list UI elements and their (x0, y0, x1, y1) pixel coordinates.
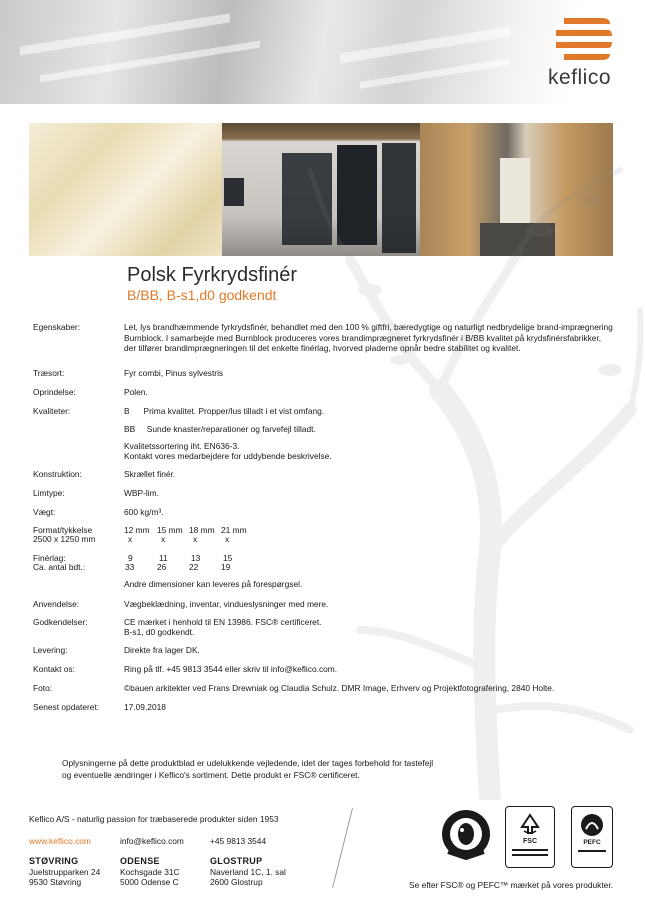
format-label: Format/tykkelse (33, 525, 93, 535)
spec-value-photo: ©bauen arkitekter ved Frans Drewniak og Claudia Schulz. DMR Image, Erhverv og Projektfotografering, 2840 Holte. (124, 683, 555, 693)
spec-value-wood: Fyr combi, Pinus sylvestris (124, 368, 224, 378)
fsc-label: FSC (523, 838, 537, 845)
office-odense-city: ODENSE (120, 856, 160, 866)
size-x-3: x (193, 534, 198, 544)
office-stovring-zip: 9530 Støvring (29, 877, 82, 887)
pefc-label: PEFC (583, 839, 601, 846)
count-label: Ca. antal bdt.: (33, 562, 86, 572)
plies-18: 13 (191, 553, 201, 563)
spec-value-origin: Polen. (124, 387, 148, 397)
count-12: 33 (125, 562, 135, 572)
thickness-18: 18 mm (189, 525, 215, 535)
plies-12: 9 (128, 553, 133, 563)
plies-21: 15 (223, 553, 233, 563)
keflico-logo-icon (552, 14, 614, 64)
footer-phone: +45 9813 3544 (210, 836, 267, 846)
footer-email-link[interactable]: info@keflico.com (120, 836, 184, 846)
footer-website-link[interactable]: www.keflico.com (29, 836, 91, 846)
disclaimer-line-2: og eventuelle ændringer i Keflico's sortiment. Dette produkt er FSC® certificeret. (62, 770, 360, 780)
spec-label-updated: Senest opdateret: (33, 702, 100, 712)
size-x-1: x (128, 534, 133, 544)
spec-value-fire-class: B-s1, d0 godkendt. (124, 627, 195, 637)
office-glostrup-zip: 2600 Glostrup (210, 877, 263, 887)
fsc-line (512, 849, 548, 851)
footer-tagline: Keflico A/S - naturlig passion for træbaserede produkter siden 1953 (29, 814, 279, 824)
product-title: Polsk Fyrkrydsfinér (127, 264, 298, 286)
thickness-15: 15 mm (157, 525, 183, 535)
size-x-4: x (225, 534, 230, 544)
spec-value-contact[interactable]: Ring på tlf. +45 9813 3544 eller skriv til info@keflico.com. (124, 664, 338, 674)
thickness-21: 21 mm (221, 525, 247, 535)
product-subtitle: B/BB, B-s1,d0 godkendt (127, 287, 277, 303)
spec-label-contact: Kontakt os: (33, 664, 75, 674)
spec-value-usage: Vægbeklædning, inventar, vindueslysninger med mere. (124, 599, 329, 609)
count-15: 26 (157, 562, 167, 572)
spec-value-contact-note: Kontakt vores medarbejdere for uddybende beskrivelse. (124, 451, 332, 461)
spec-value-approvals: CE mærket i henhold til EN 13986. FSC® certificeret. (124, 617, 322, 627)
fsc-line (512, 854, 548, 856)
size-x-2: x (161, 534, 166, 544)
plies-label: Finérlag: (33, 553, 66, 563)
spec-value-quality-bb: BB Sunde knaster/reparationer og farvefejl tilladt. (124, 424, 316, 434)
office-stovring-city: STØVRING (29, 856, 79, 866)
rainforest-alliance-certified-icon (440, 806, 492, 864)
spec-label-properties: Egenskaber: (33, 322, 81, 332)
office-odense-street: Kochsgade 31C (120, 867, 180, 877)
office-stovring-street: Juelstrupparken 24 (29, 867, 101, 877)
keflico-wordmark: keflico (548, 66, 612, 89)
spec-label-origin: Oprindelse: (33, 387, 76, 397)
spec-label-weight: Vægt: (33, 507, 56, 517)
spec-value-properties: Let, lys brandhæmmende fyrkrydsfinér, behandlet med den 100 % giftfri, bæredygtige og naturligt nedbrydelige brand-imprægnering Burnblock. I samarbejde med Burnblock produceres vores brandimprægneret fyrkrydsfinér i B/BB kvalitet på krydsfinérsfabrikker, der tilfører brandimprægneringen til det enkelte finérlag, hvorved pladerne opnår bedre stabilitet og kvalitet. (124, 322, 613, 353)
spec-label-wood: Træsort: (33, 368, 65, 378)
spec-value-updated: 17.09.2018 (124, 702, 166, 712)
fsc-logo-box (505, 806, 555, 868)
format-size: 2500 x 1250 mm (33, 534, 96, 544)
cert-note: Se efter FSC® og PEFC™ mærket på vores produkter. (409, 880, 613, 890)
spec-value-delivery: Direkte fra lager DK. (124, 645, 200, 655)
plies-15: 11 (159, 553, 168, 563)
spec-label-glue: Limtype: (33, 488, 65, 498)
spec-value-construction: Skrællet finér. (124, 469, 176, 479)
spec-value-weight: 600 kg/m³. (124, 507, 164, 517)
count-18: 22 (189, 562, 199, 572)
spec-label-construction: Konstruktion: (33, 469, 82, 479)
spec-label-qualities: Kvaliteter: (33, 406, 71, 416)
spec-label-usage: Anvendelse: (33, 599, 80, 609)
thickness-12: 12 mm (124, 525, 150, 535)
footer-divider (332, 808, 353, 888)
spec-value-sorting: Kvalitetssortering iht. EN636-3. (124, 441, 240, 451)
office-odense-zip: 5000 Odense C (120, 877, 179, 887)
disclaimer-line-1: Oplysningerne på dette produktblad er udelukkende vejledende, idet der tages forbehold for tastefejl (62, 758, 434, 768)
office-glostrup-city: GLOSTRUP (210, 856, 263, 866)
spec-label-delivery: Levering: (33, 645, 68, 655)
office-glostrup-street: Naverland 1C, 1. sal (210, 867, 286, 877)
pefc-icon (579, 813, 605, 837)
spec-value-quality-b: B Prima kvalitet. Propper/lus tilladt i et vist omfang. (124, 406, 325, 416)
plywood-surface-photo (29, 123, 222, 256)
pefc-line (578, 850, 606, 852)
pefc-logo-box (571, 806, 613, 868)
other-dimensions-note: Andre dimensioner kan leveres på forespørgsel. (124, 579, 303, 589)
count-21: 19 (221, 562, 231, 572)
spec-label-photo: Foto: (33, 683, 53, 693)
fsc-tree-icon (518, 813, 542, 835)
spec-label-approvals: Godkendelser: (33, 617, 88, 627)
spec-value-glue: WBP-lim. (124, 488, 159, 498)
